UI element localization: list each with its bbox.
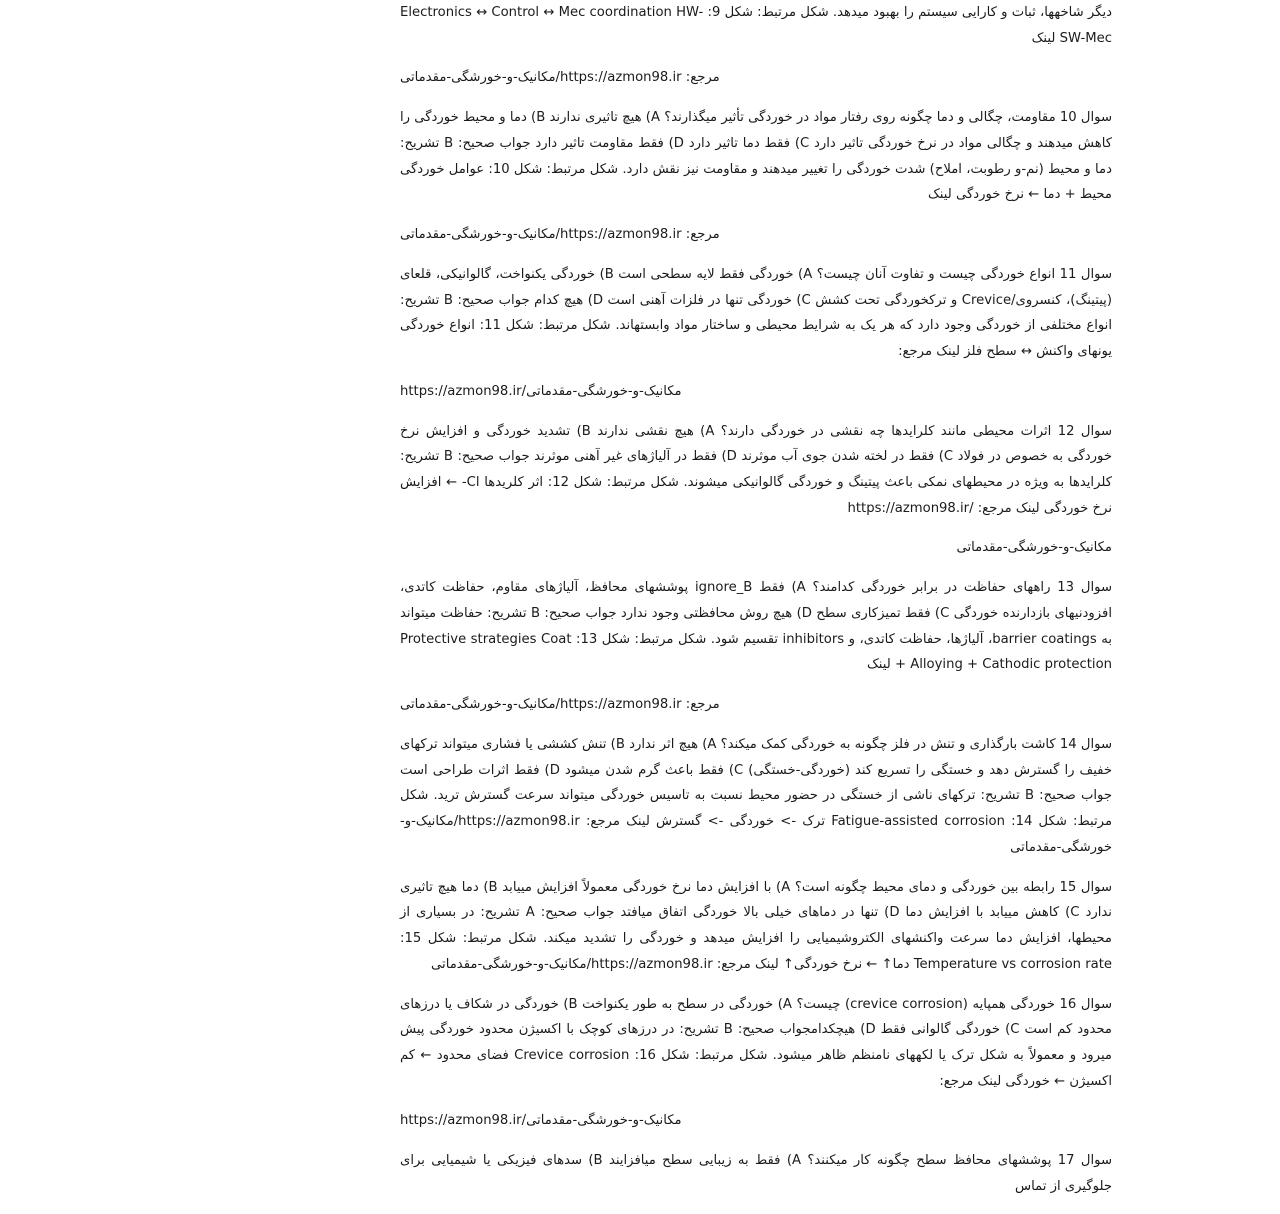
question-11: سوال 11 انواع خوردگی چیست و تفاوت آنان چیست؟ A) خوردگی فقط لایه سطحی است B) خوردگی یکنواخت، گالوانیکی، قلعای (پیتینگ)، کنسروی/Crevice و ترکخوردگی تحت کشش C) خوردگی تنها در فلزات آهنی است D) هیچ کدام جواب صحیح: B تشریح: انواع مختلفی از خوردگی وجود دارد که هر یک به شرایط محیطی و ساختار مواد وابستهاند. شکل مرتبط: شکل 11: انواع خوردگی یونهای واکنش ↔ سطح فلز لینک مرجع: <box>395 266 1113 360</box>
question-16: سوال 16 خوردگی همپایه (crevice corrosion) چیست؟ A) خوردگی در سطح به طور یکنواخت B) خوردگی در شکاف یا درزهای محدود کم است C) خوردگی گالوانی فقط D) هیچکدامجواب صحیح: B تشریح: در درزهای کوچک با اکسیژن محدود خوردگی پیش میرود و معمولاً به شکل ترک یا لکههای نامنظم ظاهر میشود. شکل مرتبط: شکل 16: Crevice corrosion فضای محدود ← کم اکسیژن ← خوردگی لینک مرجع: <box>395 996 1113 1089</box>
reference-line: https://azmon98.ir/مکانیک-و-خورشگی-مقدماتی <box>400 1113 682 1129</box>
paragraph-clipped-top: دیگر شاخهها، ثبات و کارایی سیستم را بهبود میدهد. شکل مرتبط: شکل 9: Electronics ↔ Control ↔ Mec coordination HW-SW-Mec لینک <box>400 5 1113 46</box>
question-15: سوال 15 رابطه بین خوردگی و دمای محیط چگونه است؟ A) با افزایش دما نرخ خوردگی معمولاً افزایش مییابد B) دما هیچ تاثیری ندارد C) کاهش مییابد با افزایش دما D) تنها در دماهای خیلی بالا خوردگی اتفاق میافتد جواب صحیح: A تشریح: در بسیاری از محیطها، افزایش دما سرعت واکنشهای الکتروشیمیایی را افزایش میدهد و خوردگی را تشدید میکند. شکل مرتبط: شکل 15: Temperature vs corrosion rate دما↑ ← نرخ خوردگی↑ لینک مرجع: https://azmon98.ir/مکانیک-و-خورشگی-مقدماتی <box>395 879 1113 972</box>
reference-line: مرجع: https://azmon98.ir/مکانیک-و-خورشگی-مقدماتی <box>400 70 720 86</box>
question-12: سوال 12 اثرات محیطی مانند کلرایدها چه نقشی در خوردگی دارند؟ A) هیچ نقشی ندارند B) تشدید خوردگی و افزایش نرخ خوردگی به خصوص در فولاد C) فقط در لخته شدن جوی آب موثرند D) فقط در آلیاژهای غیر آهنی موثرند جواب صحیح: B تشریح: کلرایدها به ویژه در محیطهای نمکی باعث پیتینگ و خوردگی گالوانیکی میشوند. شکل مرتبط: شکل 12: اثر کلریدها Cl- ← افزایش نرخ خوردگی لینک مرجع: /https://azmon98.ir <box>395 423 1112 516</box>
question-17: سوال 17 پوششهای محافظ سطح چگونه کار میکنند؟ A) فقط به زیبایی سطح میافزایند B) سدهای فیزیکی یا شیمیایی برای جلوگیری از تماس <box>395 1153 1112 1194</box>
question-14: سوال 14 کاشت بارگذاری و تنش در فلز چگونه به خوردگی کمک میکند؟ A) هیچ اثر ندارد B) تنش کششی یا فشاری میتواند ترکهای خفیف را گسترش دهد و خستگی را تسریع کند (خوردگی-خستگی) C) فقط باعث گرم شدن میشود D) فقط اثرات طراحی است جواب صحیح: B تشریح: ترکهای ناشی از خستگی در حضور محیط نسبت به تاسیس خوردگی میتواند سرعت گسترش ترید. شکل مرتبط: شکل 14: Fatigue-assisted corrosion ترک -> خوردگی -> گسترش لینک مرجع: https://azmon98.ir/مکانیک-و-خورشگی-مقدماتی <box>395 736 1113 855</box>
question-13: سوال 13 راههای حفاظت در برابر خوردگی کدامند؟ A) فقط ignore_B پوششهای محافظ، آلیاژهای مقاوم، حفاظت کاتدی، افزودنیهای بازدارنده خوردگی C) فقط تمیزکاری سطح D) هیچ روش محافظتی وجود ندارد جواب صحیح: B تشریح: حفاظت میتواند به barrier coatings، آلیاژها، حفاظت کاتدی، و inhibitors تقسیم شود. شکل مرتبط: شکل 13: Protective strategies Coat + Alloying + Cathodic protection لینک <box>395 580 1113 673</box>
reference-line: مرجع: https://azmon98.ir/مکانیک-و-خورشگی-مقدماتی <box>400 227 720 243</box>
document-text-column <box>395 0 1113 1214</box>
question-10: سوال 10 مقاومت، چگالی و دما چگونه روی رفتار مواد در خوردگی تأثیر میگذارند؟ A) هیچ تاثیری ندارند B) دما و محیط خوردگی را کاهش میدهند و چگالی مواد در نرخ خوردگی تاثیر دارد C) فقط دما تاثیر دارد D) فقط مقاومت تاثیر دارد جواب صحیح: B تشریح: دما و محیط (نم-و رطوبت، املاح) شدت خوردگی را تغییر میدهند و مقاومت نیز نقش دارد. شکل مرتبط: شکل 10: عوامل خوردگی محیط + دما ← نرخ خوردگی لینک <box>395 110 1112 203</box>
reference-line: https://azmon98.ir/مکانیک-و-خورشگی-مقدماتی <box>400 383 682 399</box>
reference-line: مکانیک-و-خورشگی-مقدماتی <box>956 540 1112 556</box>
reference-line: مرجع: https://azmon98.ir/مکانیک-و-خورشگی-مقدماتی <box>400 697 720 713</box>
